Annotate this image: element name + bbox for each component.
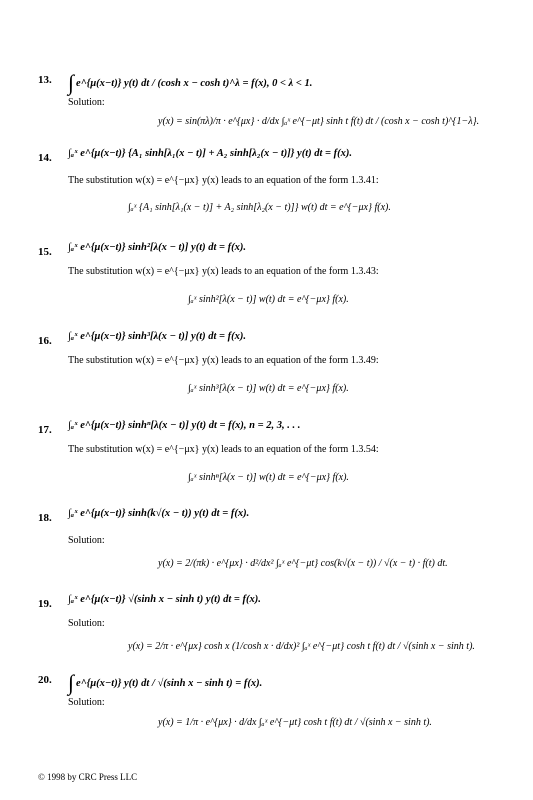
description: The substitution w(x) = e^{−μx} y(x) leads to an equation of the form 1.3.49:	[68, 355, 379, 366]
equation: ∫ₐˣ e^{μ(x−t)} sinh²[λ(x − t)] y(t) dt = f(x).	[68, 242, 246, 253]
entry-number: 17.	[38, 424, 52, 436]
formula: y(x) = 1/π · e^{μx} · d/dx ∫ₐˣ e^{−μt} cosh t f(t) dt / √(sinh x − sinh t).	[158, 717, 432, 728]
description: The substitution w(x) = e^{−μx} y(x) leads to an equation of the form 1.3.41:	[68, 175, 379, 186]
entry-number: 14.	[38, 152, 52, 164]
entry-number: 16.	[38, 335, 52, 347]
formula: ∫ₐˣ sinh³[λ(x − t)] w(t) dt = e^{−μx} f(x).	[188, 383, 349, 394]
entry-number: 13.	[38, 74, 52, 86]
description: Solution:	[68, 97, 105, 108]
description: The substitution w(x) = e^{−μx} y(x) leads to an equation of the form 1.3.54:	[68, 444, 379, 455]
integral-sign: ∫	[68, 670, 75, 695]
description: The substitution w(x) = e^{−μx} y(x) leads to an equation of the form 1.3.43:	[68, 266, 379, 277]
equation	[68, 66, 313, 95]
formula: ∫ₐˣ {A₁ sinh[λ₁(x − t)] + A₂ sinh[λ₂(x − t)]} w(t) dt = e^{−μx} f(x).	[128, 202, 391, 213]
entry-number: 20.	[38, 674, 52, 686]
formula: y(x) = sin(πλ)/π · e^{μx} · d/dx ∫ₐˣ e^{−μt} sinh t f(t) dt / (cosh x − cosh t)^{1−λ}.	[158, 116, 480, 127]
copyright-footer: © 1998 by CRC Press LLC	[38, 772, 138, 782]
equation: ∫ₐˣ e^{μ(x−t)} {A₁ sinh[λ₁(x − t)] + A₂ sinh[λ₂(x − t)]} y(t) dt = f(x).	[68, 148, 353, 159]
entry-number: 18.	[38, 512, 52, 524]
equation: ∫ₐˣ e^{μ(x−t)} sinhⁿ[λ(x − t)] y(t) dt = f(x), n = 2, 3, . . .	[68, 420, 301, 431]
equation	[68, 666, 263, 695]
equation: ∫ₐˣ e^{μ(x−t)} sinh³[λ(x − t)] y(t) dt = f(x).	[68, 331, 246, 342]
integral-sign: ∫	[68, 70, 75, 95]
formula: y(x) = 2/π · e^{μx} cosh x (1/cosh x · d/dx)² ∫ₐˣ e^{−μt} cosh t f(t) dt / √(sinh x − sinh t).	[128, 641, 475, 652]
equation: ∫ₐˣ e^{μ(x−t)} √(sinh x − sinh t) y(t) dt = f(x).	[68, 594, 261, 605]
equation-text: e^{μ(x−t)} y(t) dt / (cosh x − cosh t)^λ = f(x), 0 < λ < 1.	[76, 78, 313, 89]
description: Solution:	[68, 618, 105, 629]
entry-number: 15.	[38, 246, 52, 258]
description: Solution:	[68, 535, 105, 546]
description: Solution:	[68, 697, 105, 708]
equation-text: e^{μ(x−t)} y(t) dt / √(sinh x − sinh t) = f(x).	[76, 678, 263, 689]
equation: ∫ₐˣ e^{μ(x−t)} sinh(k√(x − t)) y(t) dt = f(x).	[68, 508, 250, 519]
formula: ∫ₐˣ sinhⁿ[λ(x − t)] w(t) dt = e^{−μx} f(x).	[188, 472, 349, 483]
formula: ∫ₐˣ sinh²[λ(x − t)] w(t) dt = e^{−μx} f(x).	[188, 294, 349, 305]
formula: y(x) = 2/(πk) · e^{μx} · d²/dx² ∫ₐˣ e^{−μt} cos(k√(x − t)) / √(x − t) · f(t) dt.	[158, 558, 448, 569]
entry-number: 19.	[38, 598, 52, 610]
